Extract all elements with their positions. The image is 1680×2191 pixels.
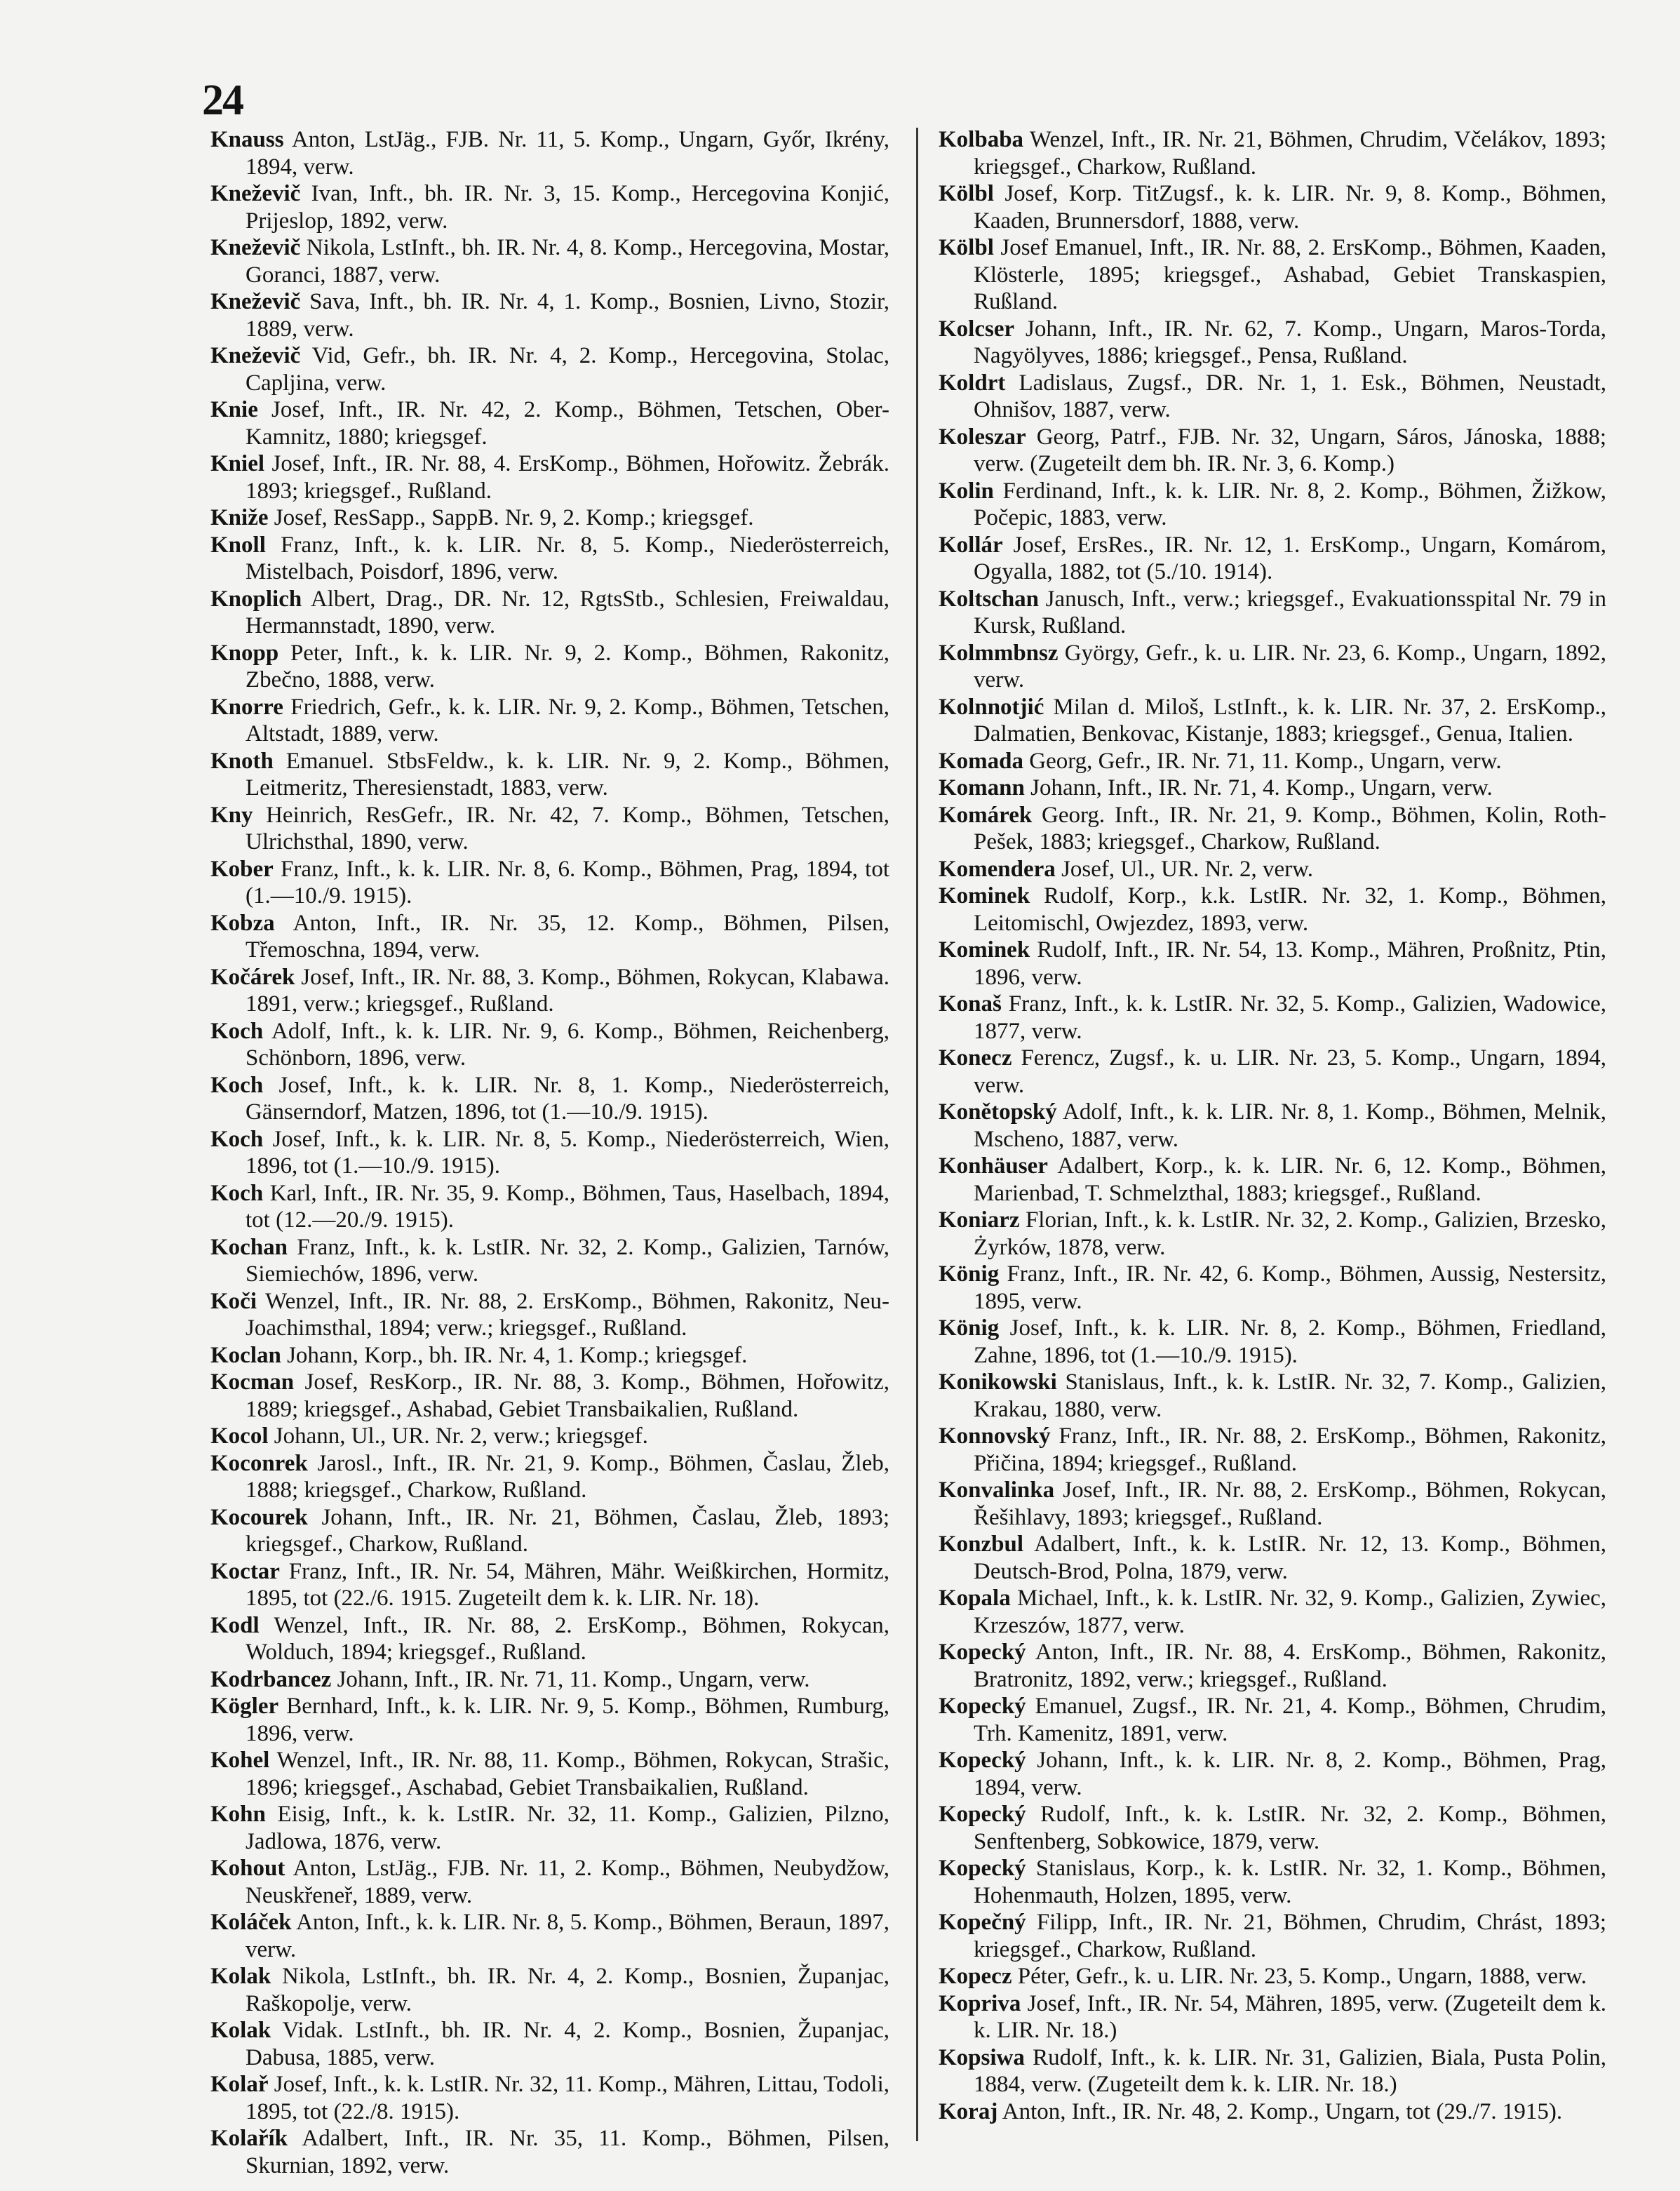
entry-details: Josef, ErsRes., IR. Nr. 12, 1. ErsKomp., Ungarn, Komárom, Ogyalla, 1882, tot (5./10. 1914). [974, 532, 1606, 584]
list-item [210, 180, 889, 234]
entry-details: Anton, Inft., IR. Nr. 35, 12. Komp., Böhmen, Pilsen, Třemoschna, 1894, verw. [246, 910, 889, 963]
entry-details: Friedrich, Gefr., k. k. LIR. Nr. 9, 2. Komp., Böhmen, Tetschen, Altstadt, 1889, verw. [246, 694, 889, 746]
entry-details: Josef, Inft., k. k. LIR. Nr. 8, 1. Komp., Niederösterreich, Gänserndorf, Matzen, 1896, tot (1.—10./9. 1915). [246, 1072, 889, 1125]
entry-surname: Koclan [210, 1342, 281, 1368]
list-item [210, 802, 889, 856]
entry-details: Péter, Gefr., k. u. LIR. Nr. 23, 5. Komp., Ungarn, 1888, verw. [1012, 1964, 1587, 1989]
entry-details: Vidak. LstInft., bh. IR. Nr. 4, 2. Komp., Bosnien, Županjac, Dabusa, 1885, verw. [246, 2018, 889, 2070]
list-item [210, 964, 889, 1018]
entry-surname: Kopecký [939, 1748, 1026, 1773]
list-item [939, 1477, 1606, 1531]
column-divider [916, 128, 918, 2141]
entry-surname: Kochan [210, 1234, 288, 1260]
entry-details: Josef, Inft., IR. Nr. 54, Mähren, 1895, verw. (Zugeteilt dem k. k. LIR. Nr. 18.) [974, 1990, 1606, 2043]
list-item [210, 2017, 889, 2071]
list-item [939, 1315, 1606, 1369]
entry-details: Ferdinand, Inft., k. k. LIR. Nr. 8, 2. Komp., Böhmen, Žižkow, Počepic, 1883, verw. [974, 478, 1606, 530]
entry-surname: Koči [210, 1288, 257, 1314]
entry-details: Albert, Drag., DR. Nr. 12, RgtsStb., Schlesien, Freiwaldau, Hermannstadt, 1890, verw. [246, 586, 889, 638]
entry-surname: Kollár [939, 532, 1003, 558]
list-item [939, 1963, 1606, 1990]
entry-details: Rudolf, Inft., k. k. LstIR. Nr. 32, 2. Komp., Böhmen, Senftenberg, Sobkowice, 1879, verw. [974, 1802, 1606, 1854]
entry-surname: Kodl [210, 1612, 260, 1638]
list-item [210, 1072, 889, 1126]
entry-surname: Komendera [939, 856, 1056, 882]
entry-surname: Kölbl [939, 181, 994, 206]
entry-surname: Kopecký [939, 1802, 1026, 1827]
list-item [210, 504, 889, 532]
entry-details: Rudolf, Korp., k.k. LstIR. Nr. 32, 1. Komp., Böhmen, Leitomischl, Owjezdez, 1893, verw. [974, 883, 1606, 936]
entry-surname: Konzbul [939, 1532, 1024, 1557]
list-item [939, 2098, 1606, 2126]
entry-surname: Kobza [210, 910, 275, 936]
entry-details: Georg, Gefr., IR. Nr. 71, 11. Komp., Ungarn, verw. [1023, 748, 1502, 774]
list-item [210, 450, 889, 504]
entry-surname: Konikowski [939, 1369, 1057, 1395]
list-item [210, 1342, 889, 1369]
list-item [210, 1126, 889, 1180]
entry-details: Johann, Inft., IR. Nr. 71, 4. Komp., Ungarn, verw. [1024, 775, 1493, 800]
entry-details: Franz, Inft., IR. Nr. 88, 2. ErsKomp., Böhmen, Rakonitz, Přičina, 1894; kriegsgef., Rußland. [974, 1423, 1606, 1476]
list-item [210, 1369, 889, 1423]
list-item [210, 396, 889, 450]
entry-details: Josef, ResSapp., SappB. Nr. 9, 2. Komp.; kriegsgef. [268, 505, 754, 530]
entry-surname: Kolak [210, 1964, 271, 1989]
list-item [939, 748, 1606, 775]
entry-details: Rudolf, Inft., k. k. LIR. Nr. 31, Galizien, Biala, Pusta Polin, 1884, verw. (Zugeteilt dem k. k. LIR. Nr. 18.) [974, 2044, 1606, 2097]
entry-surname: Knopp [210, 640, 279, 666]
entry-details: Anton, Inft., IR. Nr. 88, 4. ErsKomp., Böhmen, Rakonitz, Bratronitz, 1892, verw.; kriegsgef., Rußland. [974, 1640, 1606, 1692]
entry-surname: Komann [939, 775, 1025, 800]
entry-details: Josef Emanuel, Inft., IR. Nr. 88, 2. ErsKomp., Böhmen, Kaaden, Klösterle, 1895; kriegsgef., Ashabad, Gebiet Transkaspien, Rußland. [974, 235, 1606, 314]
entry-surname: Konecz [939, 1045, 1012, 1071]
entry-surname: Kolnnotjić [939, 694, 1044, 720]
list-item [939, 1531, 1606, 1585]
list-item [939, 126, 1606, 180]
entry-details: Anton, Inft., IR. Nr. 48, 2. Komp., Ungarn, tot (29./7. 1915). [997, 2098, 1563, 2124]
entry-surname: Koch [210, 1072, 264, 1098]
entry-details: Josef, Inft., IR. Nr. 42, 2. Komp., Böhmen, Tetschen, Ober-Kamnitz, 1880; kriegsgef. [246, 397, 889, 450]
list-item [939, 694, 1606, 748]
entry-surname: Koláček [210, 1910, 292, 1935]
entry-details: Karl, Inft., IR. Nr. 35, 9. Komp., Böhmen, Taus, Haselbach, 1894, tot (12.—20./9. 1915). [246, 1180, 889, 1233]
page-number: 24 [202, 76, 243, 124]
entry-surname: Konvalinka [939, 1478, 1055, 1503]
entry-details: Johann, Inft., IR. Nr. 21, Böhmen, Časlau, Žleb, 1893; kriegsgef., Charkow, Rußland. [246, 1504, 889, 1557]
entry-details: György, Gefr., k. u. LIR. Nr. 23, 6. Komp., Ungarn, 1892, verw. [974, 640, 1606, 692]
list-item [210, 1558, 889, 1612]
entry-details: Nikola, LstInft., bh. IR. Nr. 4, 2. Komp., Bosnien, Županjac, Raškopolje, verw. [246, 1964, 889, 2016]
entry-surname: Kopriva [939, 1990, 1021, 2016]
list-item [210, 2125, 889, 2179]
list-item [210, 586, 889, 640]
list-item [210, 1180, 889, 1234]
list-item [939, 937, 1606, 991]
entry-details: Wenzel, Inft., IR. Nr. 88, 2. ErsKomp., Böhmen, Rakonitz, Neu-Joachimsthal, 1894; verw.; kriegsgef., Rußland. [246, 1288, 889, 1341]
entry-surname: König [939, 1261, 1000, 1287]
entry-details: Peter, Inft., k. k. LIR. Nr. 9, 2. Komp., Böhmen, Rakonitz, Zbečno, 1888, verw. [246, 640, 889, 692]
entry-surname: Koraj [939, 2098, 998, 2124]
list-item [210, 694, 889, 748]
entry-details: Franz, Inft., k. k. LstIR. Nr. 32, 5. Komp., Galizien, Wadowice, 1877, verw. [974, 991, 1606, 1044]
entry-surname: Knauss [210, 127, 284, 152]
entry-surname: Kominek [939, 883, 1030, 909]
entry-surname: Kocman [210, 1369, 295, 1395]
entry-surname: Kopecký [939, 1694, 1026, 1719]
list-item [939, 586, 1606, 640]
entry-details: Franz, Inft., k. k. LstIR. Nr. 32, 2. Komp., Galizien, Tarnów, Siemiechów, 1896, verw. [246, 1234, 889, 1287]
list-item [939, 424, 1606, 478]
entry-surname: Kohel [210, 1748, 270, 1773]
list-item [210, 910, 889, 964]
entry-details: Georg, Patrf., FJB. Nr. 32, Ungarn, Sáros, Jánoska, 1888; verw. (Zugeteilt dem bh. IR. Nr. 3, 6. Komp.) [974, 424, 1606, 476]
entry-surname: Konaš [939, 991, 1002, 1017]
entry-details: Johann, Ul., UR. Nr. 2, verw.; kriegsgef. [268, 1423, 648, 1449]
list-item [939, 991, 1606, 1045]
entry-surname: Koleszar [939, 424, 1026, 450]
entry-surname: Kopečný [939, 1910, 1026, 1935]
entry-surname: Koldrt [939, 370, 1006, 396]
entry-details: Johann, Inft., k. k. LIR. Nr. 8, 2. Komp., Böhmen, Prag, 1894, verw. [974, 1748, 1606, 1800]
entry-surname: Kober [210, 856, 274, 882]
entry-surname: Kneževič [210, 235, 301, 260]
entry-details: Ivan, Inft., bh. IR. Nr. 3, 15. Komp., Hercegovina Konjić, Prijeslop, 1892, verw. [246, 181, 889, 234]
entry-surname: Knoplich [210, 586, 302, 612]
entry-details: Josef, ResKorp., IR. Nr. 88, 3. Komp., Böhmen, Hořowitz, 1889; kriegsgef., Ashabad, Gebiet Transbaikalien, Rußland. [246, 1369, 889, 1422]
entry-surname: Kopsiwa [939, 2044, 1025, 2070]
entry-surname: Kopala [939, 1586, 1011, 1611]
list-item [210, 2071, 889, 2125]
entry-surname: Koconrek [210, 1450, 308, 1476]
list-item [210, 1855, 889, 1909]
list-item [210, 1666, 889, 1694]
entry-details: Ladislaus, Zugsf., DR. Nr. 1, 1. Esk., Böhmen, Neustadt, Ohnišov, 1887, verw. [974, 370, 1606, 422]
entry-surname: Kögler [210, 1694, 279, 1719]
entry-details: Nikola, LstInft., bh. IR. Nr. 4, 8. Komp., Hercegovina, Mostar, Goranci, 1887, verw. [246, 235, 889, 288]
entry-details: Rudolf, Inft., IR. Nr. 54, 13. Komp., Mähren, Proßnitz, Ptin, 1896, verw. [974, 937, 1606, 990]
list-item [939, 856, 1606, 883]
list-item [210, 1234, 889, 1288]
list-item [939, 1207, 1606, 1261]
list-item [939, 1909, 1606, 1963]
entry-surname: Kolbaba [939, 127, 1024, 152]
left-column [210, 126, 889, 2179]
entry-details: Ferencz, Zugsf., k. u. LIR. Nr. 23, 5. Komp., Ungarn, 1894, verw. [974, 1045, 1606, 1098]
entry-surname: Kocourek [210, 1504, 308, 1530]
list-item [939, 478, 1606, 532]
list-item [939, 180, 1606, 234]
list-item [939, 532, 1606, 586]
entry-surname: Knie [210, 397, 258, 422]
entry-details: Anton, LstJäg., FJB. Nr. 11, 5. Komp., Ungarn, Győr, Ikrény, 1894, verw. [246, 127, 889, 180]
list-item [939, 1855, 1606, 1909]
entry-details: Franz, Inft., k. k. LIR. Nr. 8, 6. Komp., Böhmen, Prag, 1894, tot (1.—10./9. 1915). [246, 856, 889, 909]
list-item [210, 1693, 889, 1747]
entry-details: Janusch, Inft., verw.; kriegsgef., Evakuationsspital Nr. 79 in Kursk, Rußland. [974, 586, 1606, 638]
entry-details: Josef, Inft., IR. Nr. 88, 3. Komp., Böhmen, Rokycan, Klabawa. 1891, verw.; kriegsgef., Rußland. [246, 964, 889, 1017]
entry-details: Wenzel, Inft., IR. Nr. 21, Böhmen, Chrudim, Včelákov, 1893; kriegsgef., Charkow, Rußland. [974, 127, 1606, 180]
list-item [210, 1504, 889, 1558]
entry-surname: Knoll [210, 532, 266, 558]
entry-surname: Kohn [210, 1802, 266, 1827]
list-item [939, 1747, 1606, 1801]
entry-details: Josef, Inft., IR. Nr. 88, 4. ErsKomp., Böhmen, Hořowitz. Žebrák. 1893; kriegsgef., Rußland. [246, 451, 889, 504]
list-item [210, 1288, 889, 1342]
list-item [939, 1369, 1606, 1423]
entry-details: Wenzel, Inft., IR. Nr. 88, 11. Komp., Böhmen, Rokycan, Strašic, 1896; kriegsgef., Aschabad, Gebiet Transbaikalien, Rußland. [246, 1748, 889, 1800]
entry-details: Adalbert, Inft., k. k. LstIR. Nr. 12, 13. Komp., Böhmen, Deutsch-Brod, Polna, 1879, verw. [974, 1532, 1606, 1584]
entry-surname: Komárek [939, 802, 1033, 828]
entry-details: Georg. Inft., IR. Nr. 21, 9. Komp., Böhmen, Kolin, Roth-Pešek, 1883; kriegsgef., Charkow, Rußland. [974, 802, 1606, 855]
list-item [939, 1045, 1606, 1099]
entry-surname: Kolař [210, 2072, 269, 2097]
entry-surname: Kohout [210, 1856, 285, 1881]
entry-surname: Konětopský [939, 1099, 1057, 1125]
entry-details: Josef, Inft., k. k. LstIR. Nr. 32, 11. Komp., Mähren, Littau, Todoli, 1895, tot (22./8. 1915). [246, 2072, 889, 2124]
entry-details: Filipp, Inft., IR. Nr. 21, Böhmen, Chrudim, Chrást, 1893; kriegsgef., Charkow, Rußland. [974, 1910, 1606, 1962]
list-item [939, 316, 1606, 370]
entry-details: Eisig, Inft., k. k. LstIR. Nr. 32, 11. Komp., Galizien, Pilzno, Jadlowa, 1876, verw. [246, 1802, 889, 1854]
list-item [210, 1612, 889, 1666]
entry-details: Bernhard, Inft., k. k. LIR. Nr. 9, 5. Komp., Böhmen, Rumburg, 1896, verw. [246, 1694, 889, 1746]
list-item [210, 126, 889, 180]
entry-surname: Koctar [210, 1558, 280, 1584]
entry-surname: Koch [210, 1018, 264, 1044]
entry-details: Jarosl., Inft., IR. Nr. 21, 9. Komp., Böhmen, Časlau, Žleb, 1888; kriegsgef., Charkow, Rußland. [246, 1450, 889, 1503]
list-item [939, 2044, 1606, 2098]
entry-surname: Kölbl [939, 235, 994, 260]
list-item [939, 1423, 1606, 1477]
entry-surname: Knorre [210, 694, 283, 720]
entry-details: Emanuel, Zugsf., IR. Nr. 21, 4. Komp., Böhmen, Chrudim, Trh. Kamenitz, 1891, verw. [974, 1694, 1606, 1746]
entry-details: Wenzel, Inft., IR. Nr. 88, 2. ErsKomp., Böhmen, Rokycan, Wolduch, 1894; kriegsgef., Rußland. [246, 1612, 889, 1665]
list-item [939, 1153, 1606, 1207]
list-item [939, 234, 1606, 316]
entry-surname: Kopecký [939, 1856, 1026, 1881]
list-item [210, 1963, 889, 2017]
entry-surname: Konhäuser [939, 1153, 1048, 1179]
entry-details: Josef, Ul., UR. Nr. 2, verw. [1055, 856, 1314, 882]
list-item [939, 1585, 1606, 1639]
entry-surname: Kolin [939, 478, 994, 504]
entry-surname: Kneževič [210, 343, 301, 368]
list-item [210, 342, 889, 396]
entry-surname: Koch [210, 1126, 264, 1152]
list-item [210, 1423, 889, 1450]
entry-details: Florian, Inft., k. k. LstIR. Nr. 32, 2. Komp., Galizien, Brzesko, Żyrków, 1878, verw. [974, 1207, 1606, 1260]
list-item [210, 1747, 889, 1801]
list-item [210, 1450, 889, 1504]
entry-surname: Koltschan [939, 586, 1040, 612]
entry-details: Vid, Gefr., bh. IR. Nr. 4, 2. Komp., Hercegovina, Stolac, Capljina, verw. [246, 343, 889, 396]
entry-surname: Kneževič [210, 181, 301, 206]
entry-surname: Kopecz [939, 1964, 1012, 1989]
entry-details: Milan d. Miloš, LstInft., k. k. LIR. Nr. 37, 2. ErsKomp., Dalmatien, Benkovac, Kistanje, 1883; kriegsgef., Genua, Italien. [974, 694, 1606, 746]
entry-details: Josef, Inft., k. k. LIR. Nr. 8, 5. Komp., Niederösterreich, Wien, 1896, tot (1.—10./9. 1915). [246, 1126, 889, 1179]
list-item [939, 802, 1606, 856]
entry-surname: Kocol [210, 1423, 269, 1449]
list-item [939, 1639, 1606, 1693]
list-item [210, 1018, 889, 1072]
entry-details: Josef, Korp. TitZugsf., k. k. LIR. Nr. 9, 8. Komp., Böhmen, Kaaden, Brunnersdorf, 1888, verw. [974, 181, 1606, 234]
entry-surname: Konnovský [939, 1423, 1051, 1449]
list-item [210, 1801, 889, 1855]
entry-details: Michael, Inft., k. k. LstIR. Nr. 32, 9. Komp., Galizien, Zywiec, Krzeszów, 1877, verw. [974, 1586, 1606, 1638]
entry-details: Josef, Inft., IR. Nr. 88, 2. ErsKomp., Böhmen, Rokycan, Řešihlavy, 1893; kriegsgef., Rußland. [974, 1478, 1606, 1530]
entry-details: Franz, Inft., IR. Nr. 54, Mähren, Mähr. Weißkirchen, Hormitz, 1895, tot (22./6. 1915. Zugeteilt dem k. k. LIR. Nr. 18). [246, 1558, 889, 1611]
entry-surname: König [939, 1315, 1000, 1341]
entry-surname: Kominek [939, 937, 1030, 963]
entry-details: Stanislaus, Inft., k. k. LstIR. Nr. 32, 7. Komp., Galizien, Krakau, 1880, verw. [974, 1369, 1606, 1422]
entry-details: Sava, Inft., bh. IR. Nr. 4, 1. Komp., Bosnien, Livno, Stozir, 1889, verw. [246, 289, 889, 342]
entry-surname: Komada [939, 748, 1024, 774]
entry-surname: Koniarz [939, 1207, 1020, 1233]
entry-surname: Kniže [210, 505, 269, 530]
entry-details: Josef, Inft., k. k. LIR. Nr. 8, 2. Komp., Böhmen, Friedland, Zahne, 1896, tot (1.—10./9. 1915). [974, 1315, 1606, 1368]
entry-details: Adalbert, Korp., k. k. LIR. Nr. 6, 12. Komp., Böhmen, Marienbad, T. Schmelzthal, 1883; kriegsgef., Rußland. [974, 1153, 1606, 1206]
entry-surname: Kočárek [210, 964, 295, 990]
entry-surname: Kolmmbnsz [939, 640, 1059, 666]
entry-surname: Kolak [210, 2018, 271, 2043]
list-item [939, 1801, 1606, 1855]
entry-surname: Kniel [210, 451, 265, 476]
list-item [939, 1261, 1606, 1315]
entry-surname: Kolařík [210, 2126, 288, 2151]
entry-details: Johann, Inft., IR. Nr. 71, 11. Komp., Ungarn, verw. [331, 1666, 810, 1692]
entry-details: Heinrich, ResGefr., IR. Nr. 42, 7. Komp., Böhmen, Tetschen, Ulrichsthal, 1890, verw. [246, 802, 889, 855]
entry-details: Adolf, Inft., k. k. LIR. Nr. 8, 1. Komp., Böhmen, Melnik, Mscheno, 1887, verw. [974, 1099, 1606, 1152]
list-item [939, 370, 1606, 424]
entry-details: Franz, Inft., k. k. LIR. Nr. 8, 5. Komp., Niederösterreich, Mistelbach, Poisdorf, 1896, verw. [246, 532, 889, 584]
list-item [210, 234, 889, 288]
list-item [939, 1693, 1606, 1747]
list-item [939, 1099, 1606, 1153]
entry-details: Johann, Korp., bh. IR. Nr. 4, 1. Komp.; kriegsgef. [281, 1342, 748, 1368]
entry-surname: Kopecký [939, 1640, 1026, 1665]
entry-surname: Kneževič [210, 289, 301, 314]
entry-details: Adalbert, Inft., IR. Nr. 35, 11. Komp., Böhmen, Pilsen, Skurnian, 1892, verw. [246, 2126, 889, 2178]
list-item [939, 1990, 1606, 2044]
entry-surname: Kolcser [939, 316, 1015, 342]
entry-surname: Koch [210, 1180, 264, 1206]
list-item [210, 856, 889, 910]
list-item [939, 883, 1606, 937]
list-item [939, 775, 1606, 802]
entry-details: Stanislaus, Korp., k. k. LstIR. Nr. 32, 1. Komp., Böhmen, Hohenmauth, Holzen, 1895, verw. [974, 1856, 1606, 1908]
list-item [210, 1909, 889, 1963]
list-item [210, 748, 889, 802]
entry-details: Adolf, Inft., k. k. LIR. Nr. 9, 6. Komp., Böhmen, Reichenberg, Schönborn, 1896, verw. [246, 1018, 889, 1071]
list-item [939, 640, 1606, 694]
entry-surname: Knoth [210, 748, 274, 774]
entry-surname: Kny [210, 802, 253, 828]
list-item [210, 288, 889, 342]
entry-details: Emanuel. StbsFeldw., k. k. LIR. Nr. 9, 2. Komp., Böhmen, Leitmeritz, Theresienstadt, 1883, verw. [246, 748, 889, 800]
entry-details: Franz, Inft., IR. Nr. 42, 6. Komp., Böhmen, Aussig, Nestersitz, 1895, verw. [974, 1261, 1606, 1314]
entry-details: Anton, Inft., k. k. LIR. Nr. 8, 5. Komp., Böhmen, Beraun, 1897, verw. [246, 1910, 889, 1962]
entry-surname: Kodrbancez [210, 1666, 332, 1692]
list-item [210, 532, 889, 586]
right-column [939, 126, 1606, 2125]
entry-details: Anton, LstJäg., FJB. Nr. 11, 2. Komp., Böhmen, Neubydžow, Neuskřeneř, 1889, verw. [246, 1856, 889, 1908]
entry-details: Johann, Inft., IR. Nr. 62, 7. Komp., Ungarn, Maros-Torda, Nagyölyves, 1886; kriegsgef., Pensa, Rußland. [974, 316, 1606, 368]
list-item [210, 640, 889, 694]
